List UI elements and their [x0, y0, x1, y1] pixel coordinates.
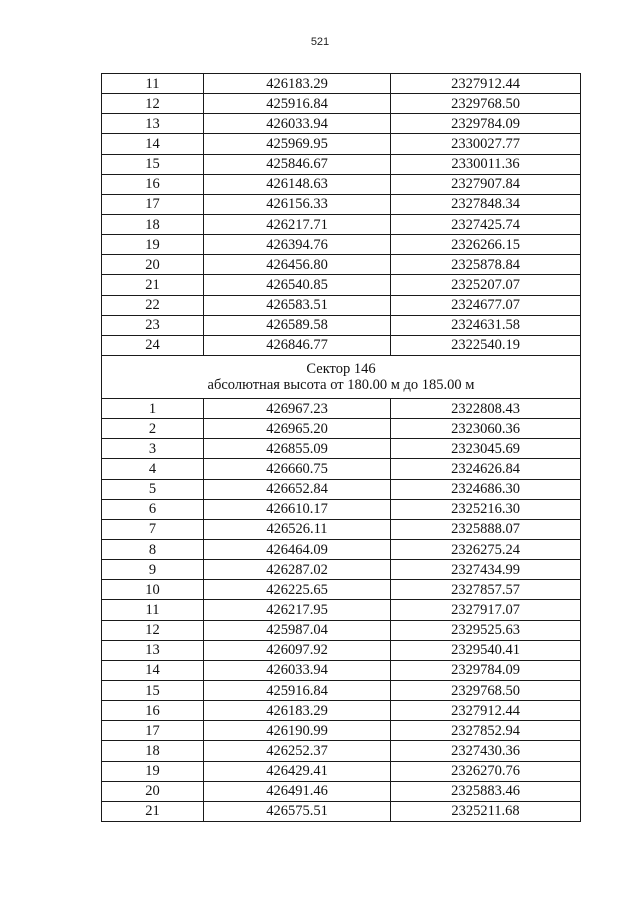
- table-row: [102, 114, 581, 134]
- table-row: [102, 194, 581, 214]
- y-coordinate-cell: 2325883.46: [391, 781, 581, 801]
- table-row: [102, 660, 581, 680]
- x-coordinate-cell: 426225.65: [204, 580, 391, 600]
- table-row: [102, 701, 581, 721]
- x-coordinate-cell: 426287.02: [204, 560, 391, 580]
- x-coordinate-cell: 425969.95: [204, 134, 391, 154]
- table-row: [102, 419, 581, 439]
- x-coordinate-cell: 426491.46: [204, 781, 391, 801]
- x-coordinate-cell: 426429.41: [204, 761, 391, 781]
- x-coordinate-cell: 426148.63: [204, 174, 391, 194]
- point-number-cell: 12: [102, 94, 204, 114]
- y-coordinate-cell: 2329768.50: [391, 94, 581, 114]
- point-number-cell: 8: [102, 539, 204, 559]
- x-coordinate-cell: 426394.76: [204, 235, 391, 255]
- y-coordinate-cell: 2324686.30: [391, 479, 581, 499]
- x-coordinate-cell: 426033.94: [204, 660, 391, 680]
- point-number-cell: 14: [102, 134, 204, 154]
- x-coordinate-cell: 426660.75: [204, 459, 391, 479]
- y-coordinate-cell: 2323060.36: [391, 419, 581, 439]
- point-number-cell: 9: [102, 560, 204, 580]
- y-coordinate-cell: 2327430.36: [391, 741, 581, 761]
- table-row: [102, 721, 581, 741]
- x-coordinate-cell: 426156.33: [204, 194, 391, 214]
- table-row: [102, 781, 581, 801]
- y-coordinate-cell: 2324626.84: [391, 459, 581, 479]
- x-coordinate-cell: 426967.23: [204, 398, 391, 418]
- table-row: [102, 741, 581, 761]
- x-coordinate-cell: 426540.85: [204, 275, 391, 295]
- y-coordinate-cell: 2327848.34: [391, 194, 581, 214]
- table-row: [102, 235, 581, 255]
- table-row: [102, 600, 581, 620]
- table-row: [102, 680, 581, 700]
- coordinates-table: [101, 73, 581, 822]
- y-coordinate-cell: 2325211.68: [391, 801, 581, 821]
- x-coordinate-cell: 425846.67: [204, 154, 391, 174]
- x-coordinate-cell: 426526.11: [204, 519, 391, 539]
- table-row: [102, 580, 581, 600]
- point-number-cell: 2: [102, 419, 204, 439]
- point-number-cell: 18: [102, 741, 204, 761]
- point-number-cell: 19: [102, 761, 204, 781]
- y-coordinate-cell: 2322540.19: [391, 335, 581, 355]
- y-coordinate-cell: 2327857.57: [391, 580, 581, 600]
- table-row: [102, 335, 581, 355]
- point-number-cell: 10: [102, 580, 204, 600]
- table-row: [102, 519, 581, 539]
- x-coordinate-cell: 426183.29: [204, 74, 391, 94]
- y-coordinate-cell: 2322808.43: [391, 398, 581, 418]
- table-row: [102, 275, 581, 295]
- table-row: [102, 459, 581, 479]
- table-row: [102, 640, 581, 660]
- y-coordinate-cell: 2324677.07: [391, 295, 581, 315]
- point-number-cell: 23: [102, 315, 204, 335]
- point-number-cell: 20: [102, 255, 204, 275]
- point-number-cell: 20: [102, 781, 204, 801]
- y-coordinate-cell: 2325216.30: [391, 499, 581, 519]
- table-row: [102, 134, 581, 154]
- table-row: [102, 398, 581, 418]
- table-body-after-sector: [102, 398, 581, 821]
- x-coordinate-cell: 426097.92: [204, 640, 391, 660]
- point-number-cell: 17: [102, 721, 204, 741]
- x-coordinate-cell: 426464.09: [204, 539, 391, 559]
- y-coordinate-cell: 2325888.07: [391, 519, 581, 539]
- x-coordinate-cell: 426456.80: [204, 255, 391, 275]
- y-coordinate-cell: 2327912.44: [391, 701, 581, 721]
- table-row: [102, 479, 581, 499]
- y-coordinate-cell: 2324631.58: [391, 315, 581, 335]
- point-number-cell: 6: [102, 499, 204, 519]
- table-row: [102, 255, 581, 275]
- x-coordinate-cell: 426652.84: [204, 479, 391, 499]
- y-coordinate-cell: 2327852.94: [391, 721, 581, 741]
- x-coordinate-cell: 426583.51: [204, 295, 391, 315]
- sector-header-row: [102, 355, 581, 398]
- sector-header-body: [102, 355, 581, 398]
- point-number-cell: 13: [102, 640, 204, 660]
- table-row: [102, 74, 581, 94]
- y-coordinate-cell: 2330011.36: [391, 154, 581, 174]
- table-row: [102, 174, 581, 194]
- table-row: [102, 295, 581, 315]
- point-number-cell: 12: [102, 620, 204, 640]
- table-row: [102, 315, 581, 335]
- y-coordinate-cell: 2329784.09: [391, 660, 581, 680]
- table-body-before-sector: [102, 74, 581, 356]
- y-coordinate-cell: 2326266.15: [391, 235, 581, 255]
- table-row: [102, 560, 581, 580]
- y-coordinate-cell: 2326270.76: [391, 761, 581, 781]
- table-row: [102, 94, 581, 114]
- x-coordinate-cell: 426252.37: [204, 741, 391, 761]
- x-coordinate-cell: 426575.51: [204, 801, 391, 821]
- x-coordinate-cell: 426217.95: [204, 600, 391, 620]
- table-row: [102, 214, 581, 234]
- x-coordinate-cell: 425987.04: [204, 620, 391, 640]
- point-number-cell: 11: [102, 600, 204, 620]
- y-coordinate-cell: 2329768.50: [391, 680, 581, 700]
- point-number-cell: 18: [102, 214, 204, 234]
- point-number-cell: 4: [102, 459, 204, 479]
- y-coordinate-cell: 2329784.09: [391, 114, 581, 134]
- point-number-cell: 1: [102, 398, 204, 418]
- y-coordinate-cell: 2327425.74: [391, 214, 581, 234]
- point-number-cell: 11: [102, 74, 204, 94]
- point-number-cell: 16: [102, 174, 204, 194]
- y-coordinate-cell: 2325207.07: [391, 275, 581, 295]
- x-coordinate-cell: 426183.29: [204, 701, 391, 721]
- table-row: [102, 539, 581, 559]
- x-coordinate-cell: 426846.77: [204, 335, 391, 355]
- point-number-cell: 13: [102, 114, 204, 134]
- y-coordinate-cell: 2327912.44: [391, 74, 581, 94]
- point-number-cell: 14: [102, 660, 204, 680]
- x-coordinate-cell: 426217.71: [204, 214, 391, 234]
- y-coordinate-cell: 2327917.07: [391, 600, 581, 620]
- point-number-cell: 24: [102, 335, 204, 355]
- sector-title: Сектор 146: [306, 360, 376, 377]
- table-row: [102, 620, 581, 640]
- point-number-cell: 3: [102, 439, 204, 459]
- y-coordinate-cell: 2325878.84: [391, 255, 581, 275]
- x-coordinate-cell: 425916.84: [204, 680, 391, 700]
- y-coordinate-cell: 2329525.63: [391, 620, 581, 640]
- point-number-cell: 21: [102, 275, 204, 295]
- y-coordinate-cell: 2327434.99: [391, 560, 581, 580]
- page-number: 521: [310, 36, 330, 48]
- y-coordinate-cell: 2323045.69: [391, 439, 581, 459]
- y-coordinate-cell: 2326275.24: [391, 539, 581, 559]
- table-row: [102, 499, 581, 519]
- x-coordinate-cell: 426610.17: [204, 499, 391, 519]
- x-coordinate-cell: 426190.99: [204, 721, 391, 741]
- y-coordinate-cell: 2330027.77: [391, 134, 581, 154]
- sector-header-cell: [102, 355, 581, 398]
- point-number-cell: 5: [102, 479, 204, 499]
- x-coordinate-cell: 426033.94: [204, 114, 391, 134]
- point-number-cell: 21: [102, 801, 204, 821]
- x-coordinate-cell: 426965.20: [204, 419, 391, 439]
- point-number-cell: 22: [102, 295, 204, 315]
- x-coordinate-cell: 425916.84: [204, 94, 391, 114]
- x-coordinate-cell: 426855.09: [204, 439, 391, 459]
- y-coordinate-cell: 2329540.41: [391, 640, 581, 660]
- sector-subtitle: абсолютная высота от 180.00 м до 185.00 м: [207, 376, 475, 393]
- point-number-cell: 17: [102, 194, 204, 214]
- x-coordinate-cell: 426589.58: [204, 315, 391, 335]
- point-number-cell: 7: [102, 519, 204, 539]
- y-coordinate-cell: 2327907.84: [391, 174, 581, 194]
- table-row: [102, 439, 581, 459]
- point-number-cell: 19: [102, 235, 204, 255]
- table-row: [102, 801, 581, 821]
- point-number-cell: 15: [102, 154, 204, 174]
- point-number-cell: 16: [102, 701, 204, 721]
- table-row: [102, 154, 581, 174]
- point-number-cell: 15: [102, 680, 204, 700]
- table-row: [102, 761, 581, 781]
